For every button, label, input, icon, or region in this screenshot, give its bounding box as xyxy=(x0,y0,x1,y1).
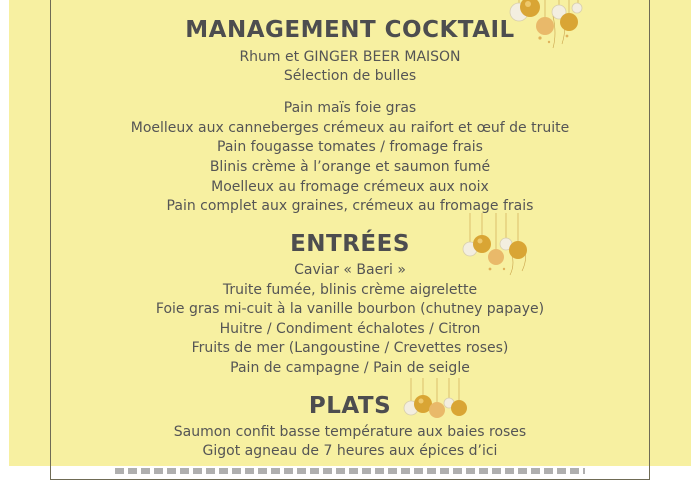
section-title-entrees: ENTRÉES xyxy=(290,231,410,257)
menu-line: Blinis crème à l’orange et saumon fumé xyxy=(209,159,491,175)
menu-line: Pain fougasse tomates / fromage frais xyxy=(217,139,483,155)
christmas-baubles-icon xyxy=(460,213,540,277)
menu-line: Pain maïs foie gras xyxy=(283,100,417,116)
menu-line: Truite fumée, blinis crème aigrelette xyxy=(222,282,478,298)
menu-line: Moelleux au fromage crémeux aux noix xyxy=(211,179,489,195)
menu-line: Pain complet aux graines, crémeux au fromage frais xyxy=(166,198,534,214)
menu-line: Gigot agneau de 7 heures aux épices d’ici xyxy=(202,443,498,459)
menu-line: Saumon confit basse température aux baies roses xyxy=(173,424,527,440)
menu-line: Pain de campagne / Pain de seigle xyxy=(230,360,470,376)
menu-line: Caviar « Baeri » xyxy=(294,262,406,278)
menu-line: Sélection de bulles xyxy=(283,68,417,84)
menu-line: Fruits de mer (Langoustine / Crevettes roses) xyxy=(191,340,509,356)
menu-line: Foie gras mi-cuit à la vanille bourbon (chutney papaye) xyxy=(155,301,545,317)
menu-page xyxy=(9,0,691,466)
menu-line: Moelleux aux canneberges crémeux au raifort et œuf de truite xyxy=(130,120,570,136)
section-title-cocktail: MANAGEMENT COCKTAIL xyxy=(185,17,515,43)
menu-line: Huitre / Condiment échalotes / Citron xyxy=(219,321,481,337)
menu-line-cut xyxy=(9,462,691,478)
christmas-baubles-icon xyxy=(501,0,591,50)
christmas-baubles-icon xyxy=(401,378,481,428)
menu-line: Rhum et GINGER BEER MAISON xyxy=(239,49,461,65)
section-title-plats: PLATS xyxy=(308,393,392,419)
